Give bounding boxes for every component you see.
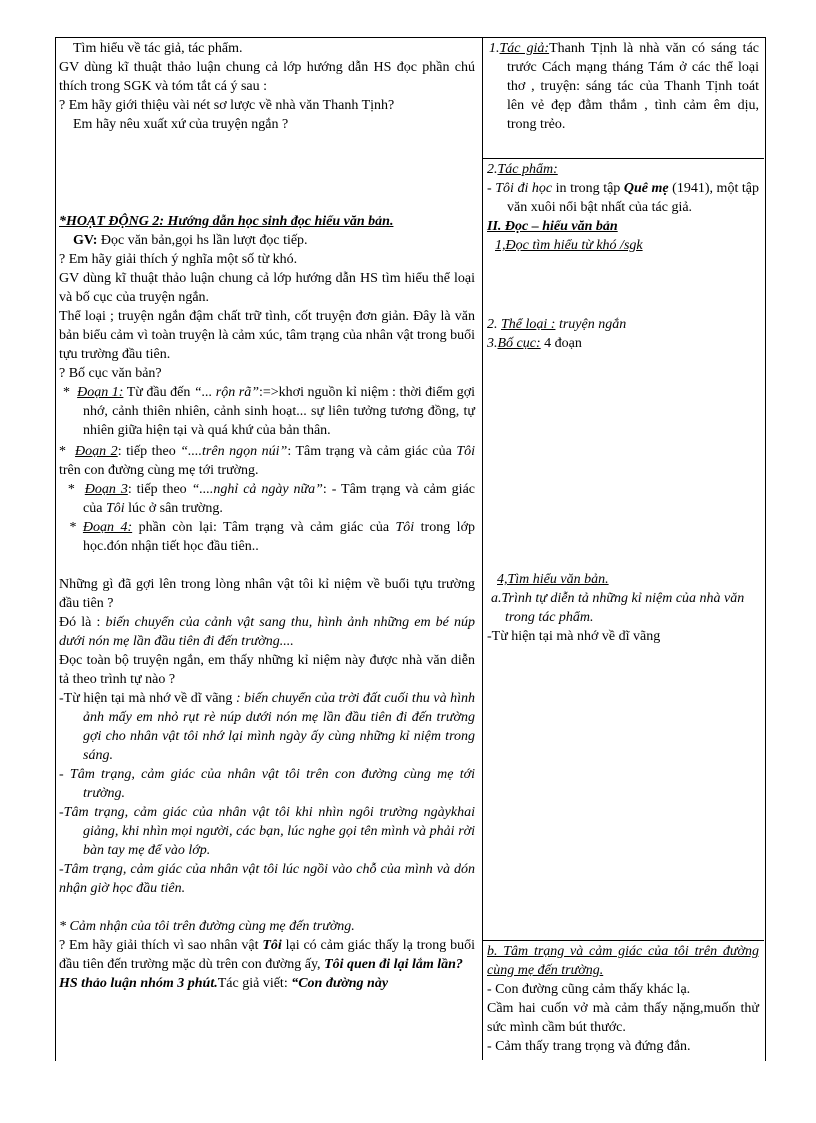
right-column-tac-pham: [487, 160, 759, 217]
question-tac-gia: ? Em hãy giới thiệu vài nét sơ lược về nhà văn Thanh Tịnh?: [59, 98, 395, 113]
tac-pham-mid: in trong tập: [552, 181, 624, 196]
tac-gia-text: Thanh Tịnh là nhà văn có sáng tác trước Cách mạng tháng Tám ở các thể loại thơ , truyện: sáng tác của Thanh Tịnh toát lên vẻ đẹp đằm thắm , tình cảm êm dịu, trong trẻo.: [507, 41, 759, 132]
doan-2-toi: Tôi: [456, 444, 475, 459]
hs-text: Tác giả viết:: [217, 976, 292, 991]
doan-4-end: trong lớp học.đón nhận tiết học đầu tiên..: [83, 520, 475, 554]
question-xuat-xu: Em hãy nêu xuất xứ của truyện ngắn ?: [73, 117, 289, 132]
bo-cuc-text: 4 đoạn: [540, 336, 582, 351]
column-divider: [482, 37, 483, 1060]
cam-nhan-heading: * Cảm nhận của tôi trên đường cùng mẹ đến trường.: [59, 919, 355, 934]
hs-quote: “Con đường này: [291, 976, 389, 991]
tac-gia-num: 1.: [489, 41, 500, 56]
bo-cuc-label: Bố cục:: [497, 336, 541, 351]
doan-2: * Đoạn 2: tiếp theo “....trên ngọn núi”: Tâm trạng và cảm giác của Tôi trên con đường cùng mẹ tới trường.: [59, 444, 475, 478]
trinh-tu-text: -Từ hiện tại mà nhớ về dĩ vãng: [487, 629, 661, 644]
gv-thao-luan: GV dùng kĩ thuật thảo luận chung cả lớp hướng dẫn HS đọc phần chú thích trong SGK và tóm tắt cá ý sau :: [59, 60, 475, 94]
doan-2-quote: “....trên ngọn núi”: [180, 444, 288, 459]
hs-thao-luan: [59, 974, 475, 993]
left-column: [59, 39, 475, 993]
tac-pham-title: Tôi đi học: [495, 181, 553, 196]
row-separator-2: [482, 940, 764, 941]
tac-pham-book: Quê mẹ: [623, 181, 669, 196]
doan-1-quote: “... rộn rã”: [193, 385, 259, 400]
tam-trang-item-1: - Con đường cũng cảm thấy khác lạ.: [487, 982, 691, 997]
question-la-toi: Tôi: [262, 938, 282, 953]
tac-pham-label: Tác phẩm:: [497, 162, 558, 177]
the-loai-text: Thể loại ; truyện ngắn đậm chất trữ tình, cốt truyện đơn giản. Đây là văn bản biểu cảm vì toàn truyện là cảm xúc, tâm trạng của nhân vật trong buổi tựu trường đầu tiên.: [59, 309, 475, 362]
gv-doc: [59, 231, 475, 250]
right-column-doc-hieu: [487, 217, 759, 255]
doan-4-text: phần còn lại: Tâm trạng và cảm giác của: [132, 520, 396, 535]
doan-1-pre: Từ đầu đến: [123, 385, 194, 400]
question-la-end: Tôi quen đi lại lắm lần?: [324, 957, 463, 972]
question-bo-cuc: ? Bố cục văn bản?: [59, 366, 162, 381]
do-la-text: biến chuyển của cảnh vật sang thu, hình ảnh những em bé núp dưới nón mẹ lần đầu tiên đi đến trường....: [59, 615, 475, 649]
activity-2-heading: [59, 210, 475, 231]
doan-4-label: Đoạn 4:: [82, 520, 133, 535]
tam-trang-2: -Tâm trạng, cảm giác của nhân vật tôi khi nhìn ngôi trường ngàykhai giảng, khi nhìn mọi người, các bạn, lúc nghe gọi tên mình và phải rời bàn tay mẹ để vào lớp.: [59, 805, 475, 858]
doan-2-pre: : tiếp theo: [117, 444, 181, 459]
right-column-the-loai: [487, 315, 759, 353]
the-loai-num: 2.: [487, 317, 501, 332]
do-la-pre: Đó là :: [59, 615, 106, 630]
doan-3-text: : - Tâm trạng và cảm giác của: [83, 482, 475, 516]
tac-pham-end: (1941), một tập văn xuôi nổi bật nhất của tác giả.: [507, 181, 759, 215]
gv-doc-text: Đọc văn bản,gọi hs lần lượt đọc tiếp.: [97, 233, 308, 248]
tam-trang-item-2: Cầm hai cuốn vở mà cảm thấy nặng,muốn thử sức mình cầm bút thước.: [487, 1001, 759, 1035]
tim-hieu-heading: 4,Tìm hiểu văn bản.: [497, 572, 609, 587]
trinh-tu-heading: a.Trình tự diễn tả những kỉ niệm của nhà văn trong tác phẩm.: [491, 591, 745, 625]
doan-1: * Đoạn 1: Từ đầu đến “... rộn rã”:=>khơi nguồn kỉ niệm : thời điểm gợi nhớ, cảnh thiên nhiên, cảnh sinh hoạt... sự liên tưởng tương đồng, tự nhiên giữa hiện tại và quá khứ của bản thân.: [63, 385, 476, 438]
tac-gia-label: Tác giả:: [499, 41, 550, 56]
doan-1-label: Đoạn 1:: [77, 385, 124, 400]
tam-trang-1: - Tâm trạng, cảm giác của nhân vật tôi trên con đường cùng mẹ tới trường.: [59, 767, 475, 801]
bo-cuc-num: 3.: [487, 336, 498, 351]
gv-label: GV:: [73, 233, 98, 248]
doan-1-text: :=>khơi nguồn kỉ niệm : thời điểm gợi nhớ, cảnh thiên nhiên, cảnh sinh hoạt... sự liên tưởng tương đồng, tự nhiên giữa hiện tại và quá khứ của bản thân.: [83, 385, 476, 438]
hien-tai: [59, 689, 475, 765]
activity-2-label: *HOẠT ĐỘNG 2: Hướng dẫn học sinh đọc hiểu văn bản.: [59, 214, 394, 229]
doan-4: * Đoạn 4: phần còn lại: Tâm trạng và cảm giác của Tôi trong lớp học.đón nhận tiết học đầu tiên..: [63, 520, 475, 554]
doan-3-label: Đoạn 3: [84, 482, 128, 497]
right-column: [487, 39, 759, 134]
doan-2-text: : Tâm trạng và cảm giác của: [287, 444, 457, 459]
doan-3-quote: “....nghỉ cả ngày nữa”: [191, 482, 323, 497]
tac-pham-pre: -: [487, 181, 496, 196]
tam-trang-item-3: - Cảm thấy trang trọng và đứng đắn.: [487, 1039, 691, 1054]
tam-trang-heading: b. Tâm trạng và cảm giác của tôi trên đường cùng mẹ đến trường.: [487, 944, 759, 978]
row-separator-1: [482, 158, 764, 159]
the-loai-label: Thể loại :: [501, 317, 556, 332]
doan-3-pre: : tiếp theo: [127, 482, 192, 497]
doan-2-label: Đoạn 2: [75, 444, 118, 459]
line-tim-hieu: Tìm hiểu về tác giả, tác phẩm.: [73, 41, 243, 56]
right-column-tam-trang: [487, 942, 759, 1056]
doan-3-toi: Tôi: [105, 501, 125, 516]
bo-cuc: [487, 334, 759, 353]
gv-the-loai: GV dùng kĩ thuật thảo luận chung cả lớp hướng dẫn HS tìm hiểu thể loại và bố cục của truyện ngắn.: [59, 271, 475, 305]
right-column-tim-hieu: [487, 570, 759, 646]
question-tu-kho: ? Em hãy giải thích ý nghĩa một số từ khó.: [59, 252, 298, 267]
the-loai-text: truyện ngắn: [555, 317, 627, 332]
tam-trang-3: -Tâm trạng, cảm giác của nhân vật tôi lúc ngồi vào chỗ của mình và dón nhận giờ học đầu tiên.: [59, 862, 475, 896]
doan-3: * Đoạn 3: tiếp theo “....nghỉ cả ngày nữa”: - Tâm trạng và cảm giác của Tôi lúc ở sân trường.: [63, 482, 475, 516]
hs-label: HS thảo luận nhóm 3 phút.: [59, 976, 218, 991]
question-la: [59, 936, 475, 974]
tac-pham-heading: [487, 160, 759, 179]
do-la: [59, 613, 475, 651]
tac-pham-num: 2.: [487, 162, 498, 177]
doc-tu-kho: 1,Đọc tìm hiểu từ khó /sgk: [495, 238, 643, 253]
doan-2-end: trên con đường cùng mẹ tới trường.: [59, 463, 259, 478]
tac-pham-text: [487, 179, 759, 217]
question-trinh-tu: Đọc toàn bộ truyện ngắn, em thấy những kỉ niệm này được nhà văn diễn tả theo trình tự nào ?: [59, 653, 475, 687]
section-2-heading: II. Đọc – hiểu văn bản: [487, 219, 618, 234]
tac-gia: [487, 39, 759, 134]
the-loai: [487, 315, 759, 334]
question-la-pre: ? Em hãy giải thích vì sao nhân vật: [59, 938, 263, 953]
question-la-mid: lại có cảm giác thấy lạ trong buổi đầu tiên đến trường mặc dù trên con đường ấy,: [59, 938, 475, 972]
hien-tai-text: : biến chuyển của trời đất cuối thu và hình ảnh mấy em nhỏ rụt rè núp dưới nón mẹ lần đầu tiên đi đến trường gợi cho nhân vật tôi nhớ lại mình ngày ấy cùng những kỉ niệm trong sáng.: [83, 691, 475, 763]
hien-tai-pre: -Từ hiện tại mà nhớ về dĩ vãng: [59, 691, 236, 706]
doan-3-end: lúc ở sân trường.: [124, 501, 223, 516]
doan-4-toi: Tôi: [395, 520, 415, 535]
question-goi-len: Những gì đã gợi lên trong lòng nhân vật tôi kỉ niệm về buổi tựu trường đầu tiên ?: [59, 577, 475, 611]
